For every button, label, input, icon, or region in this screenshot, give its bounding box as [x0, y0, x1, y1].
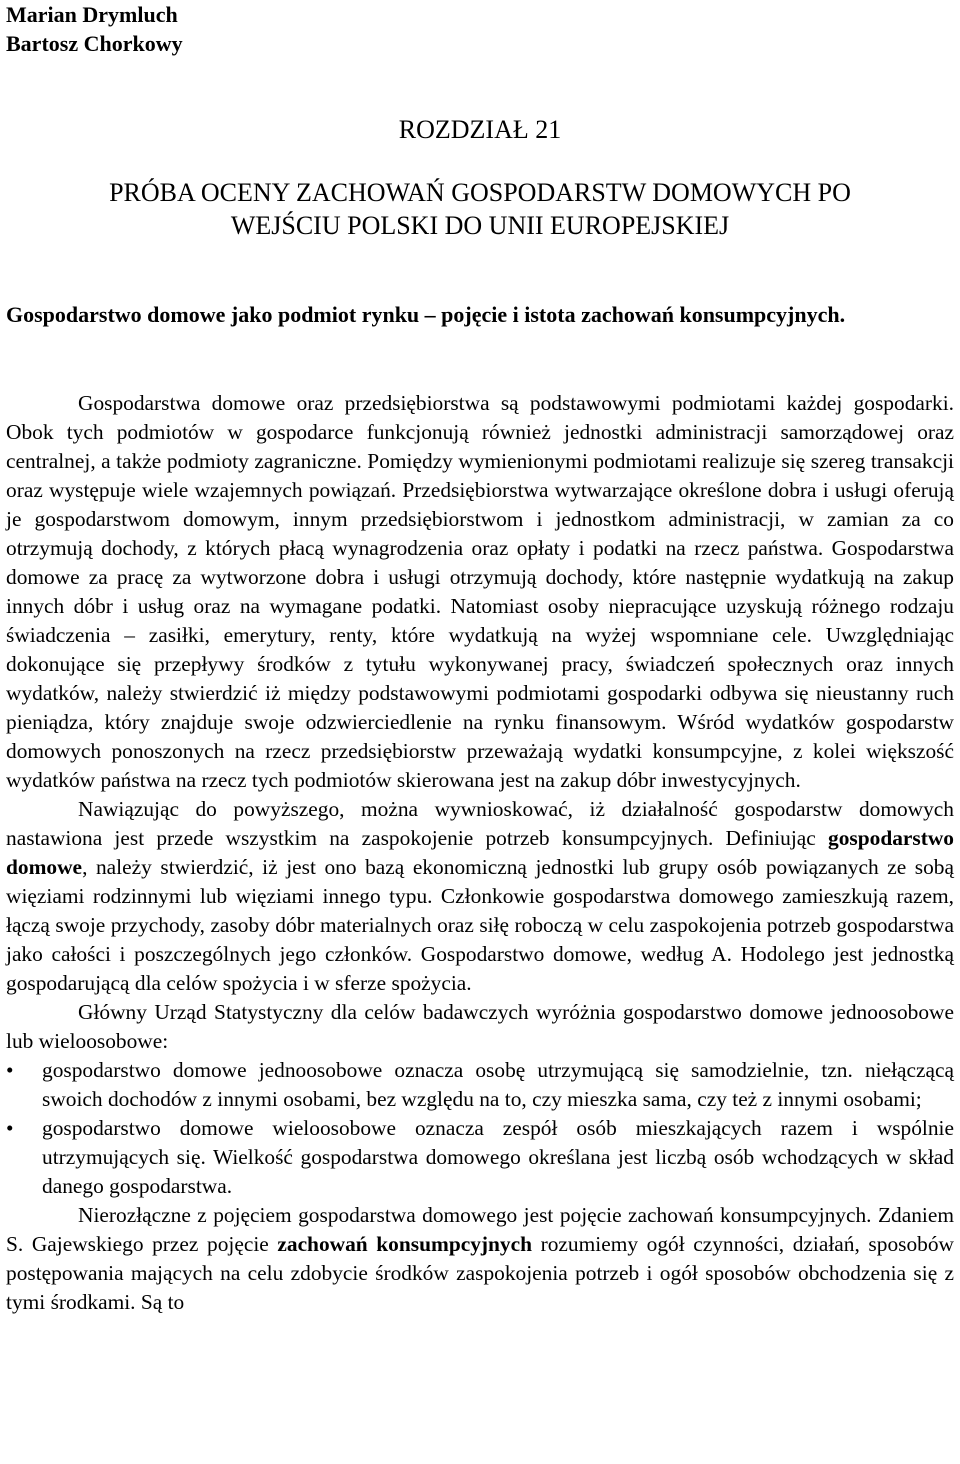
paragraph — [6, 795, 954, 998]
bold-term: gospodarstwo domowe — [6, 826, 954, 879]
list-item-text: gospodarstwo domowe wieloosobowe oznacza zespół osób mieszkających razem i wspólnie utrzymujących się. Wielkość gospodarstwa domowego określana jest liczbą osób wchodzących w skład danego gospodarstwa. — [42, 1116, 954, 1198]
list-item — [6, 1056, 954, 1114]
section-subheading: Gospodarstwo domowe jako podmiot rynku – pojęcie i istota zachowań konsumpcyjnych. — [6, 302, 846, 327]
chapter-title — [6, 176, 954, 242]
paragraph — [6, 1201, 954, 1317]
body-text — [6, 389, 954, 1317]
chapter-title-line: WEJŚCIU POLSKI DO UNII EUROPEJSKIEJ — [230, 211, 730, 240]
paragraph-text: rozumiemy ogół czynności, działań, sposobów postępowania mających na celu zdobycie środków zaspokojenia potrzeb i ogół sposobów obchodzenia się z tymi środkami. Są to — [6, 1232, 955, 1314]
paragraph: Gospodarstwa domowe oraz przedsiębiorstwa są podstawowymi podmiotami każdej gospodarki. Obok tych podmiotów w gospodarce funkcjonują również jednostki administracji samorządowej oraz centralnej, a także podmioty zagraniczne. Pomiędzy wymienionymi podmiotami realizuje się szereg transakcji oraz występuje wiele wzajemnych powiązań. Przedsiębiorstwa wytwarzające określone dobra i usługi oferują je gospodarstwom domowym, innym przedsiębiorstwom i jednostkom administracji, w zamian za co otrzymują dochody, z których płacą wynagrodzenia oraz opłaty i podatki na rzecz państwa. Gospodarstwa domowe za pracę za wytworzone dobra i usługi otrzymują dochody, które następnie wydatkują na zakup innych dóbr i usług oraz na wymagane podatki. Natomiast osoby niepracujące uzyskują różnego rodzaju świadczenia – zasiłki, emerytury, renty, które wydatkują na wyżej wspomniane cele. Uwzględniając dokonujące się przepływy środków z tytułu wykonywanej pracy, świadczeń społecznych oraz innych wydatków, należy stwierdzić iż między podstawowymi podmiotami gospodarki odbywa się nieustanny ruch pieniądza, który znajduje swoje odzwierciedlenie na rynku finansowym. Wśród wydatków gospodarstw domowych ponoszonych na rzecz przedsiębiorstw przeważają wydatki konsumpcyjne, z kolei większość wydatków państwa na rzecz tych podmiotów skierowana jest na zakup dóbr inwestycyjnych. — [6, 391, 954, 792]
bullet-icon: • — [6, 1058, 14, 1082]
paragraph: Główny Urząd Statystyczny dla celów badawczych wyróżnia gospodarstwo domowe jednoosobowe lub wieloosobowe: — [6, 1000, 954, 1053]
chapter-title-line: PRÓBA OCENY ZACHOWAŃ GOSPODARSTW DOMOWYCH PO — [109, 178, 851, 207]
paragraph-text: Nierozłączne z pojęciem gospodarstwa domowego jest pojęcie zachowań konsumpcyjnych. Zdaniem S. Gajewskiego przez pojęcie — [6, 1203, 954, 1256]
paragraph-text: Nawiązując do powyższego, można wywnioskować, iż działalność gospodarstw domowych nastawiona jest przede wszystkim na zaspokojenie potrzeb konsumpcyjnych. Definiując — [6, 797, 954, 850]
paragraph-text: , należy stwierdzić, iż jest ono bazą ekonomiczną jednostki lub grupy osób powiązanych ze sobą więziami rodzinnymi lub więziami innego typu. Członkowie gospodarstwa domowego zamieszkują razem, łączą swoje przychody, zasoby dóbr materialnych oraz siłę roboczą w celu zaspokojenia potrzeb gospodarstwa jako całości i poszczególnych jego członków. Gospodarstwo domowe, według A. Hodolego jest jednostką gospodarującą dla celów spożycia i w sferze spożycia. — [6, 855, 954, 995]
chapter-heading: ROZDZIAŁ 21 — [398, 115, 562, 144]
list-item-text: gospodarstwo domowe jednoosobowe oznacza osobę utrzymującą się samodzielnie, tzn. niełączącą swoich dochodów z innymi osobami, bez względu na to, czy mieszka sama, czy też z innymi osobami; — [42, 1058, 954, 1111]
author-name: Bartosz Chorkowy — [6, 31, 183, 56]
bold-term: zachowań konsumpcyjnych — [277, 1232, 533, 1256]
bullet-list — [6, 1056, 954, 1201]
author-name: Marian Drymluch — [6, 2, 178, 27]
authors-block — [6, 0, 183, 58]
list-item — [6, 1114, 954, 1201]
bullet-icon: • — [6, 1116, 14, 1140]
